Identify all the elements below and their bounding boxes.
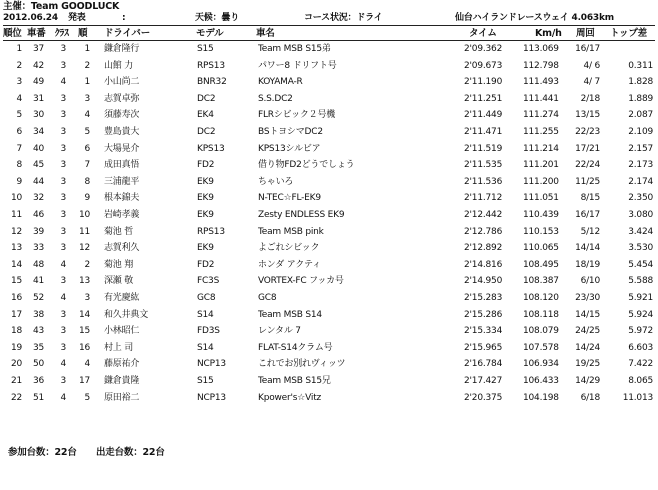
cell-gap: 5.588 [628,276,653,287]
cell-model: EK9 [197,176,214,187]
cell-class-position: 16 [78,342,90,353]
cell-car-name: よごれシビック [258,243,320,254]
col-car-name: 車名 [256,28,275,39]
cell-model: FD3S [197,326,220,337]
cell-model: FD2 [197,160,215,171]
cell-gap: 2.157 [628,143,653,154]
table-row [0,190,658,206]
cell-class-position: 11 [78,226,90,237]
cell-car-name: これでお別れヴィッツ [258,359,346,370]
cell-car-name: パワー8 ドリフト号 [258,60,337,71]
cell-time: 2'14.816 [464,259,503,270]
cell-speed: 111.214 [523,143,559,154]
weather-label: 天候：曇り [195,13,240,23]
cell-time: 2'17.427 [464,376,503,386]
cell-car-name: Zesty ENDLESS EK9 [258,210,345,220]
cell-speed: 108.387 [523,276,559,287]
cell-time: 2'11.471 [464,127,503,137]
cell-driver: 有光慶紘 [104,293,140,303]
col-time: タイム [469,28,497,39]
cell-car-name: Team MSB pink [258,226,324,237]
cell-class-position: 3 [84,93,90,104]
cell-laps: 22/23 [575,127,600,137]
cell-class-position: 6 [84,143,90,154]
cell-car-number: 37 [32,44,44,54]
cell-time: 2'11.519 [464,143,503,154]
starters-count: 出走台数：22台 [96,447,165,458]
cell-position: 15 [10,276,22,287]
cell-model: DC2 [197,127,216,137]
cell-laps: 11/25 [575,176,600,187]
cell-position: 12 [10,226,22,237]
cell-class: 3 [60,44,66,54]
cell-driver: 須藤寿次 [104,110,140,121]
cell-position: 6 [16,127,22,137]
cell-car-name: Team MSB S15兄 [258,376,331,386]
cell-car-number: 35 [32,342,44,353]
cell-time: 2'09.673 [464,60,503,71]
table-row [0,356,658,372]
cell-class: 3 [60,376,66,386]
cell-class: 3 [60,110,66,121]
cell-class: 3 [60,342,66,353]
cell-model: EK9 [197,193,214,204]
cell-class: 3 [60,193,66,204]
cell-model: BNR32 [197,77,227,88]
cell-time: 2'11.535 [464,160,503,171]
table-row [0,273,658,289]
cell-position: 11 [10,210,22,220]
cell-gap: 5.454 [628,259,653,270]
cell-model: EK9 [197,243,214,254]
cell-car-number: 40 [32,143,44,154]
cell-car-name: BSトヨシマDC2 [258,127,323,137]
cell-laps: 23/30 [575,293,600,303]
cell-laps: 19/25 [575,359,600,370]
cell-class: 3 [60,60,66,71]
table-row [0,340,658,356]
table-row [0,240,658,256]
cell-gap: 3.530 [628,243,653,254]
cell-gap: 1.828 [628,77,653,88]
cell-position: 10 [10,193,22,204]
cell-class-position: 5 [84,392,90,403]
cell-time: 2'12.892 [464,243,503,254]
cell-laps: 24/25 [575,326,600,337]
table-row [0,290,658,306]
cell-model: GC8 [197,293,216,303]
cell-gap: 2.173 [628,160,653,171]
cell-car-name: VORTEX-FC フッカ号 [258,276,344,287]
cell-time: 2'16.784 [464,359,503,370]
cell-position: 8 [16,160,22,171]
cell-car-number: 46 [32,210,44,220]
cell-speed: 111.493 [523,77,559,88]
cell-speed: 111.200 [523,176,559,187]
col-gap: トップ差 [610,28,647,39]
cell-position: 4 [16,93,22,104]
cell-laps: 13/15 [575,110,600,121]
col-driver: ドライバー [104,28,151,39]
col-class: ｸﾗｽ [55,28,69,39]
cell-gap: 11.013 [622,392,653,403]
table-row [0,74,658,90]
cell-class-position: 9 [84,193,90,204]
cell-gap: 2.174 [628,176,653,187]
cell-laps: 8/15 [580,193,600,204]
cell-gap: 8.065 [628,376,653,386]
cell-speed: 111.255 [523,127,559,137]
cell-time: 2'20.375 [464,392,503,403]
cell-driver: 岩崎孝義 [104,210,140,220]
cell-speed: 106.433 [523,376,559,386]
cell-position: 9 [16,176,22,187]
cell-laps: 17/21 [575,143,600,154]
cell-car-name: Team MSB S14 [258,309,322,320]
cell-driver: 豊島貴大 [104,127,140,137]
cell-position: 22 [10,392,22,403]
cell-class: 4 [60,259,66,270]
cell-class-position: 12 [78,243,90,254]
cell-class-position: 17 [78,376,90,386]
cell-position: 5 [16,110,22,121]
table-row [0,157,658,173]
cell-laps: 6/18 [580,392,600,403]
cell-speed: 110.439 [523,210,559,220]
cell-driver: 根本錦夫 [104,193,140,204]
cell-driver: 鎌倉貴隆 [104,376,140,386]
col-car-number: 車番 [27,28,46,39]
cell-car-number: 30 [32,110,44,121]
cell-gap: 2.087 [628,110,653,121]
cell-car-number: 48 [32,259,44,270]
cell-class: 3 [60,226,66,237]
cell-position: 18 [10,326,22,337]
cell-class-position: 4 [84,110,90,121]
cell-position: 14 [10,259,22,270]
venue-label: 仙台ハイランドレースウェイ 4.063km [455,13,614,23]
cell-gap: 3.080 [628,210,653,220]
cell-car-number: 34 [32,127,44,137]
cell-class: 3 [60,243,66,254]
cell-position: 19 [10,342,22,353]
cell-class: 3 [60,309,66,320]
cell-model: S15 [197,376,214,386]
cell-driver: 小山尚二 [104,77,140,88]
cell-time: 2'15.334 [464,326,503,337]
cell-car-number: 50 [32,359,44,370]
cell-class-position: 14 [78,309,90,320]
cell-position: 17 [10,309,22,320]
cell-class-position: 10 [78,210,90,220]
cell-driver: 志賀利久 [104,243,140,254]
cell-model: S14 [197,342,214,353]
cell-model: S14 [197,309,214,320]
cell-driver: 菊池 翔 [104,259,134,270]
col-speed: Km/h [535,28,562,39]
cell-class-position: 13 [78,276,90,287]
col-class-position: 順 [78,28,88,39]
cell-driver: 藤原祐介 [104,359,140,370]
cell-car-number: 39 [32,226,44,237]
cell-driver: 成田真悟 [104,160,140,171]
cell-class-position: 7 [84,160,90,171]
cell-class: 3 [60,276,66,287]
table-row [0,124,658,140]
announce-label: 発表 [68,13,86,23]
cell-car-name: Team MSB S15弟 [258,44,331,54]
cell-time: 2'12.442 [464,210,503,220]
cell-position: 7 [16,143,22,154]
cell-gap: 5.924 [628,309,653,320]
cell-laps: 16/17 [575,210,600,220]
table-row [0,257,658,273]
cell-speed: 111.441 [523,93,559,104]
cell-class: 4 [60,77,66,88]
cell-laps: 6/10 [580,276,600,287]
cell-speed: 108.118 [523,309,559,320]
cell-driver: 大場晃介 [104,143,140,154]
cell-laps: 2/18 [580,93,600,104]
cell-model: DC2 [197,93,216,104]
cell-model: S15 [197,44,214,54]
cell-laps: 14/24 [575,342,600,353]
cell-time: 2'11.449 [464,110,503,121]
cell-car-number: 43 [32,326,44,337]
cell-car-name: ホンダ アクティ [258,259,321,270]
cell-speed: 108.495 [523,259,559,270]
cell-driver: 原田裕二 [104,392,140,403]
cell-class: 4 [60,359,66,370]
cell-position: 1 [16,44,22,54]
cell-time: 2'11.712 [464,193,503,204]
cell-position: 2 [16,60,22,71]
cell-car-number: 52 [32,293,44,303]
cell-model: EK9 [197,210,214,220]
cell-time: 2'09.362 [464,44,503,54]
cell-laps: 14/15 [575,309,600,320]
cell-position: 20 [10,359,22,370]
cell-model: EK4 [197,110,214,121]
table-row [0,107,658,123]
cell-time: 2'15.965 [464,342,503,353]
table-row [0,373,658,389]
cell-laps: 5/12 [580,226,600,237]
cell-car-name: N-TEC☆FL-EK9 [258,193,321,204]
cell-model: NCP13 [197,392,226,403]
cell-gap: 6.603 [628,342,653,353]
cell-gap: 2.109 [628,127,653,137]
cell-gap: 3.424 [628,226,653,237]
cell-car-name: 借り物FD2どうでしょう [258,160,355,171]
cell-time: 2'11.536 [464,176,503,187]
table-row [0,41,658,57]
cell-model: FD2 [197,259,215,270]
cell-position: 3 [16,77,22,88]
cell-laps: 22/24 [575,160,600,171]
cell-class: 3 [60,127,66,137]
cell-gap: 5.972 [628,326,653,337]
cell-driver: 鎌倉隆行 [104,44,140,54]
cell-model: FC3S [197,276,220,287]
cell-class-position: 1 [84,77,90,88]
cell-car-number: 31 [32,93,44,104]
cell-class-position: 15 [78,326,90,337]
cell-speed: 112.798 [523,60,559,71]
cell-car-number: 38 [32,309,44,320]
cell-time: 2'15.286 [464,309,503,320]
cell-speed: 108.120 [523,293,559,303]
table-row [0,224,658,240]
cell-position: 16 [10,293,22,303]
cell-model: RPS13 [197,60,225,71]
cell-laps: 14/29 [575,376,600,386]
col-laps: 周回 [576,28,595,39]
cell-class: 4 [60,392,66,403]
cell-class: 3 [60,210,66,220]
cell-speed: 107.578 [523,342,559,353]
table-row [0,91,658,107]
cell-class-position: 2 [84,259,90,270]
cell-class-position: 2 [84,60,90,71]
cell-speed: 108.079 [523,326,559,337]
cell-driver: 深瀬 敬 [104,276,134,287]
cell-car-number: 51 [32,392,44,403]
cell-car-number: 42 [32,60,44,71]
cell-gap: 5.921 [628,293,653,303]
table-row [0,207,658,223]
cell-car-name: KPS13シルビア [258,143,321,154]
table-row [0,323,658,339]
cell-car-name: KOYAMA-R [258,77,303,88]
cell-laps: 16/17 [575,44,600,54]
cell-car-number: 44 [32,176,44,187]
table-row [0,141,658,157]
cell-class: 3 [60,326,66,337]
cell-class-position: 8 [84,176,90,187]
cell-speed: 106.934 [523,359,559,370]
cell-car-name: ちゃいろ [258,176,294,187]
cell-laps: 14/14 [575,243,600,254]
cell-car-name: S.S.DC2 [258,93,293,104]
cell-car-name: FLRシビック２号機 [258,110,336,121]
entries-count: 参加台数：22台 [8,447,77,458]
table-row [0,58,658,74]
cell-driver: 菊池 哲 [104,226,134,237]
cell-speed: 110.065 [523,243,559,254]
cell-class-position: 1 [84,44,90,54]
cell-model: RPS13 [197,226,225,237]
organizer-label: 主催：Team GOODLUCK [3,1,120,12]
cell-model: KPS13 [197,143,225,154]
cell-speed: 113.069 [523,44,559,54]
cell-car-name: FLAT-S14クラム号 [258,342,333,353]
cell-gap: 2.350 [628,193,653,204]
cell-car-number: 33 [32,243,44,254]
cell-gap: 1.889 [628,93,653,104]
cell-driver: 志賀卓弥 [104,93,140,104]
cell-laps: 4/ 6 [583,60,600,71]
race-date: 2012.06.24 [3,13,58,23]
cell-driver: 三浦龍平 [104,176,140,187]
cell-class-position: 3 [84,293,90,303]
cell-time: 2'11.251 [464,93,503,104]
table-row [0,174,658,190]
cell-driver: 山館 力 [104,60,134,71]
cell-gap: 7.422 [628,359,653,370]
cell-gap: 0.311 [628,60,653,71]
cell-time: 2'12.786 [464,226,503,237]
cell-driver: 村上 司 [104,342,134,353]
cell-time: 2'15.283 [464,293,503,303]
cell-car-number: 49 [32,77,44,88]
header-rule-top [3,25,655,26]
cell-class: 4 [60,293,66,303]
cell-speed: 104.198 [523,392,559,403]
cell-driver: 小林昭仁 [104,326,140,337]
cell-class-position: 5 [84,127,90,137]
cell-speed: 111.051 [523,193,559,204]
cell-car-number: 36 [32,376,44,386]
cell-laps: 18/19 [575,259,600,270]
cell-driver: 和久井典文 [104,309,149,320]
cell-class: 3 [60,160,66,171]
cell-model: NCP13 [197,359,226,370]
cell-time: 2'14.950 [464,276,503,287]
cell-speed: 111.274 [523,110,559,121]
table-row [0,307,658,323]
cell-speed: 111.201 [523,160,559,171]
cell-car-number: 41 [32,276,44,287]
cell-car-name: Kpower's☆Vitz [258,392,322,403]
col-position: 順位 [3,28,22,39]
course-condition-label: コース状況：ドライ [304,13,383,23]
cell-car-number: 45 [32,160,44,171]
cell-class: 3 [60,176,66,187]
announce-time: : [122,13,126,23]
col-model: モデル [196,28,224,39]
table-row [0,390,658,406]
cell-time: 2'11.190 [464,77,503,88]
cell-car-number: 32 [32,193,44,204]
cell-class: 3 [60,93,66,104]
cell-position: 13 [10,243,22,254]
cell-class: 3 [60,143,66,154]
cell-car-name: GC8 [258,293,277,303]
cell-position: 21 [10,376,22,386]
cell-speed: 110.153 [523,226,559,237]
cell-car-name: レンタル 7 [258,326,301,337]
cell-class-position: 4 [84,359,90,370]
cell-laps: 4/ 7 [583,77,600,88]
